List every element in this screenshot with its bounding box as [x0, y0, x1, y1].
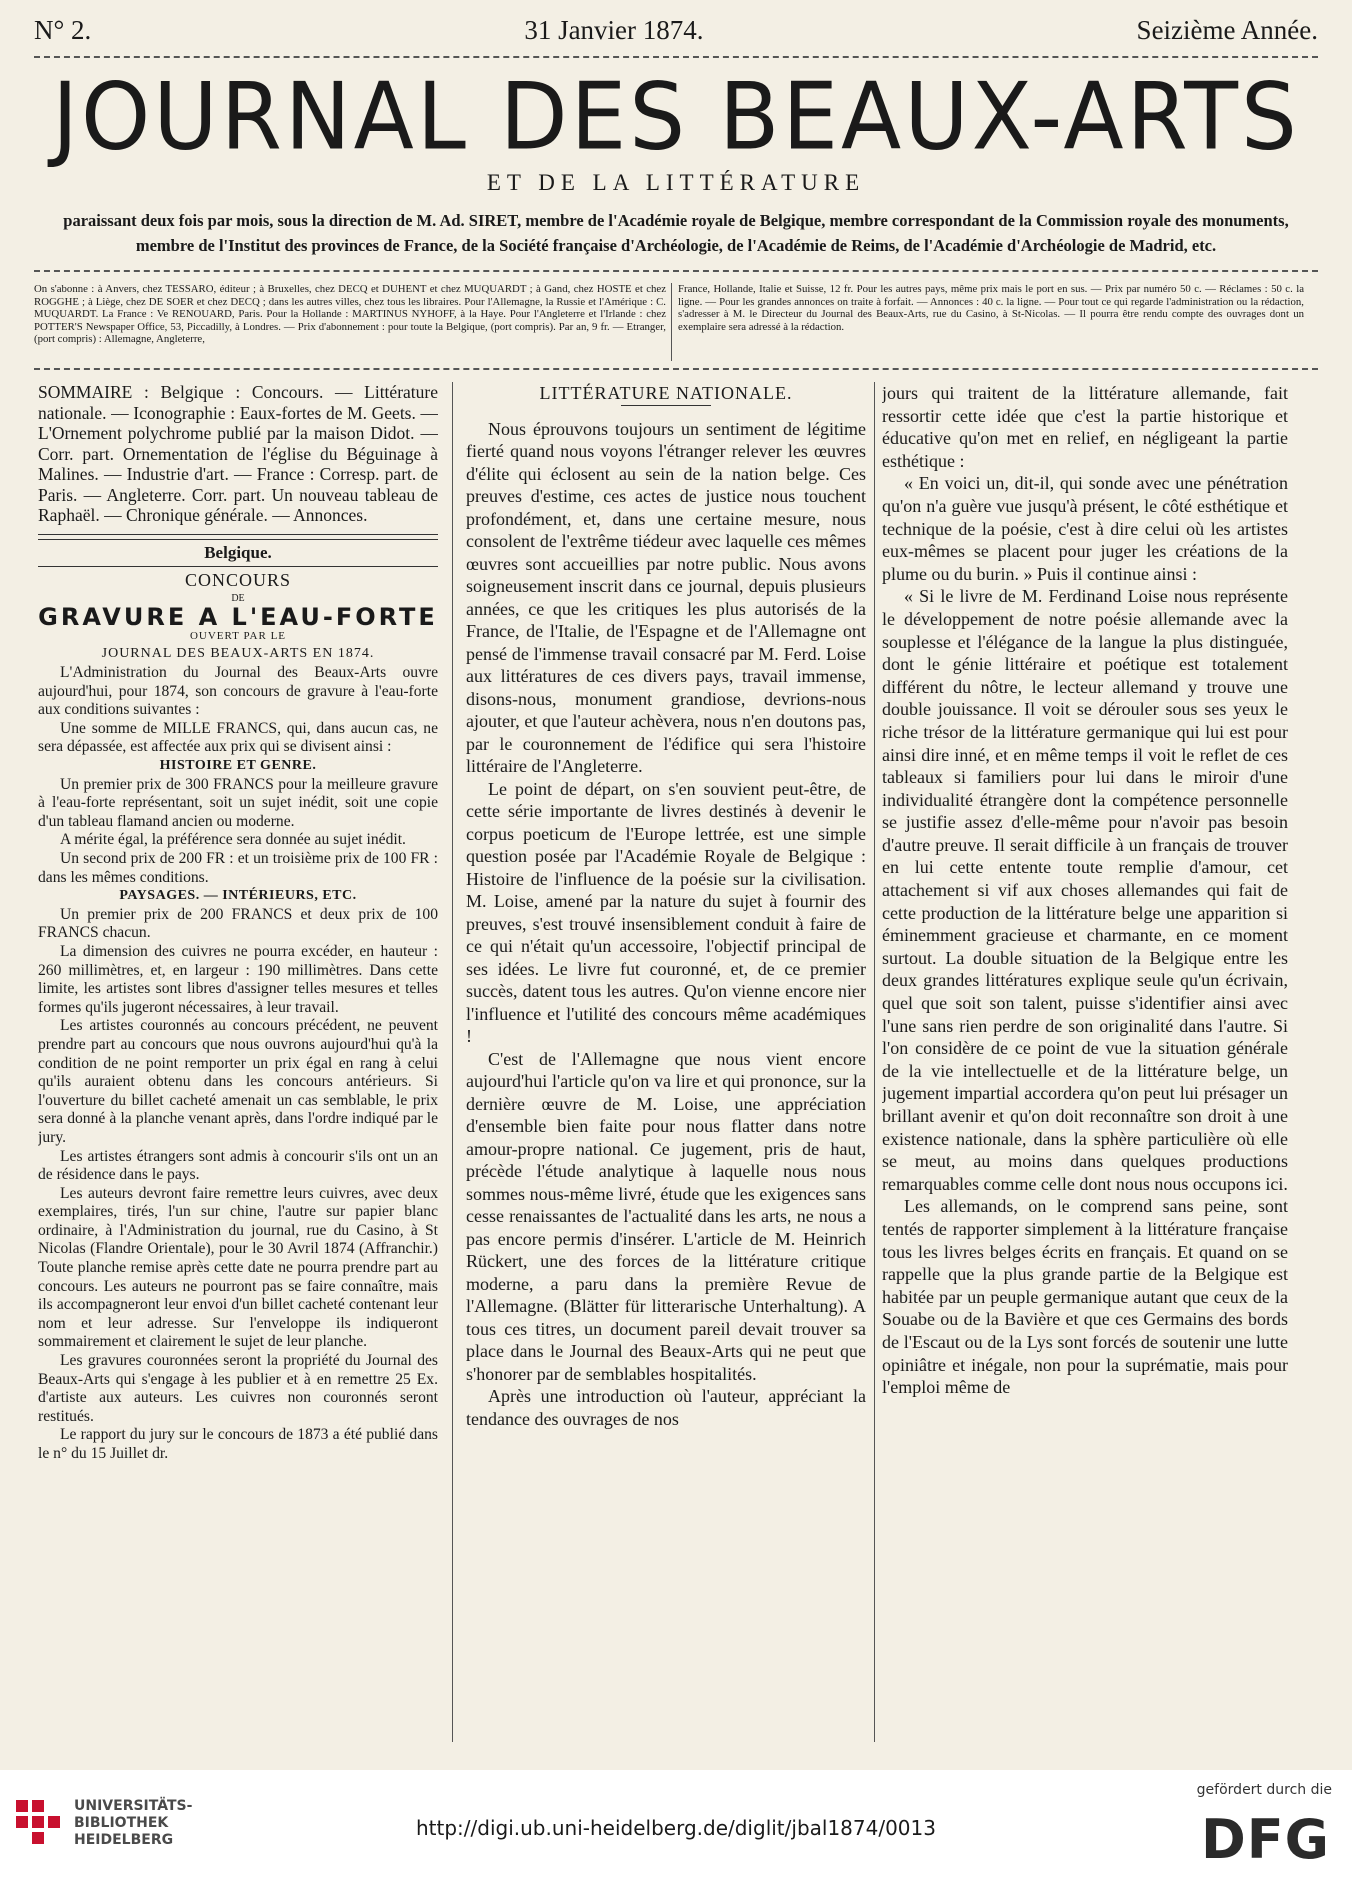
issue-line — [34, 10, 1318, 50]
concours-de: DE — [231, 592, 245, 604]
article-title: LITTÉRATURE NATIONALE. — [539, 383, 793, 403]
section-heading-belgique: Belgique. — [204, 542, 272, 562]
library-name-line: HEIDELBERG — [74, 1832, 174, 1848]
issue-number: N° 2. — [34, 14, 92, 45]
concours-title: CONCOURS — [184, 570, 292, 591]
library-name-line: BIBLIOTHEK — [74, 1815, 169, 1831]
subscription-info-left: On s'abonne : à Anvers, chez TESSARO, éditeur ; à Bruxelles, chez DECQ et DUHENT et chez MUQUARDT ; à Gand, chez HOSTE et chez ROGGHE ; à Liège, chez DE SOER et chez DECQ ; dans les autres villes, chez tous les libraires. Pour l'Allemagne, la Russie et l'Amérique : C. MUQUARDT. La France : Ve RENOUARD, Paris. Pour la Hollande : MARTINUS NYHOFF, à la Haye. Pour l'Angleterre et l'Irlande : chez POTTER'S Newspaper Office, 53, Piccadilly, à Londres. — Prix d'abonnement : pour toute la Belgique, (port compris). Par an, 9 fr. — Etranger, (port compris) : Allemagne, Angleterre, — [34, 283, 666, 346]
info-divider — [671, 283, 672, 361]
column-divider-2 — [874, 382, 875, 1742]
paragraph: L'Administration du Journal des Beaux-Arts ouvre aujourd'hui, pour 1874, son concours de gravure à l'eau-forte aux conditions suivantes : — [38, 664, 438, 719]
paragraph: « En voici un, dit-il, qui sonde avec une pénétration qu'on n'a guère vue jusqu'à présent, le côté esthétique et technique de la poésie, c'est à dire celui où les artistes eux-mêmes se placent pour juger les créations de la plume ou du burin. » Puis il continue ainsi : — [882, 473, 1288, 584]
footer-bar — [0, 1770, 1352, 1880]
paragraph: Un premier prix de 200 FRANCS et deux prix de 100 FRANCS chacun. — [38, 905, 438, 942]
paragraph: « Si le livre de M. Ferdinand Loise nous représente le développement de notre poésie allemande avec la souplesse et l'élégance de la langue la plus distinguée, dont le génie littéraire et poétique est totalement différent du nôtre, le lecteur allemand y trouve une double jouissance. Il voit se dérouler sous ses yeux le riche trésor de la littérature germanique qui lui est pour ainsi dire inné, et en même temps il voit le reflet de ces tableaux si familiers pour lui dans le miroir d'une individualité étrangère dont la compétence personnelle se justifie assez d'elle-même pour n'avoir pas besoin d'autre preuve. Il serait difficile à un français de trouver en lui cette entente toute remplie d'amour, cet attachement si vif aux choses allemandes qui fait de cette production de la littérature belge une apparition si éminemment gracieuse et charmante, en ce moment surtout. La double situation de la Belgique entre les deux grandes littératures explique seule qu'un écrivain, quel que soit son talent, puisse s'identifier ainsi avec l'une sans rien perdre de son originalité dans l'autre. Si l'on considère de ce point de vue la situation générale de la vie intellectuelle et de la littérature belge, un jugement impartial accordera qu'on peut lui présager un brillant avenir et qu'on doit reconnaître son droit à une existence nationale, dans la sphère particulière où elle se meut, au moins dans quelques productions remarquables comme celle dont nous nous occupons ici. — [882, 586, 1288, 1194]
rule — [38, 534, 438, 535]
paragraph: Un second prix de 200 FR : et un troisième prix de 100 FR : dans les mêmes conditions. — [38, 850, 438, 886]
journal-subtitle: ET DE LA LITTÉRATURE — [486, 170, 866, 195]
source-url[interactable]: http://digi.ub.uni-heidelberg.de/diglit/jbal1874/0013 — [416, 1816, 936, 1840]
paragraph: Le rapport du jury sur le concours de 1873 a été publié dans le n° du 15 Juillet dr. — [38, 1426, 438, 1462]
paragraph: La dimension des cuivres ne pourra excéder, en hauteur : 260 millimètres, et, en largeur : 190 millimètres. Dans cette limite, les artistes sont libres d'assigner telles mesures et telles formes qu'ils jugeront nécessaires, à leur travail. — [38, 942, 438, 1016]
title-rule — [621, 405, 711, 406]
dashed-rule-mid — [34, 270, 1318, 272]
editorial-description: paraissant deux fois par mois, sous la direction de M. Ad. SIRET, membre de l'Académie royale de Belgique, membre correspondant de la Commission royale des monuments, membre de l'Institut des provinces de France, de la Société française d'Archéologie, de l'Académie de Reims, de l'Académie d'Archéologie de Madrid, etc. — [63, 211, 1289, 255]
paragraph: Une somme de MILLE FRANCS, qui, dans aucun cas, ne sera dépassée, est affectée aux prix qui se divisent ainsi : — [38, 719, 438, 756]
paragraph: Un premier prix de 300 FRANCS pour la meilleure gravure à l'eau-forte représentant, soit un sujet inédit, soit une copie d'un tableau flamand ancien ou moderne. — [38, 775, 438, 830]
dashed-rule-bottom — [34, 368, 1318, 370]
subheading-paysages: PAYSAGES. — INTÉRIEURS, ETC. — [119, 888, 357, 904]
dfg-logo: DFG — [1200, 1808, 1330, 1871]
paragraph: jours qui traitent de la littérature allemande, fait ressortir cette idée que c'est la partie historique et éducative qu'on met en relief, en négligeant la partie esthétique : — [882, 383, 1288, 471]
paragraph: Le point de départ, on s'en souvient peut-être, de cette série importante de livres destinés à devenir le corpus poeticum de l'Europe lettrée, est une simple question posée par l'Académie Royale de Belgique : Histoire de l'influence de la poésie sur la civilisation. M. Loise, amené par la nature du sujet à fournir des preuves, s'est trouvé insensiblement conduit à faire de ce qui n'était qu'un accessoire, l'objectif principal de ses idées. Le livre fut couronné, et, de ce premier succès, datent tous les autres. Qu'on vienne encore nier l'influence et l'utilité des concours même académiques ! — [466, 778, 866, 1046]
summary: SOMMAIRE : Belgique : Concours. — Littérature nationale. — Iconographie : Eaux-fortes de M. Geets. — L'Ornement polychrome publié par la maison Didot. — Corr. part. Ornementation de l'église du Béguinage à Malines. — Industrie d'art. — France : Corresp. part. de Paris. — Angleterre. Corr. part. Un nouveau tableau de Raphaël. — Chronique générale. — Annonces. — [38, 382, 438, 525]
rule — [38, 539, 438, 540]
concours-journal: JOURNAL DES BEAUX-ARTS EN 1874. — [101, 646, 375, 662]
column-right — [882, 382, 1288, 1742]
library-name-line: UNIVERSITÄTS- — [74, 1798, 193, 1814]
paragraph: Les gravures couronnées seront la propriété du Journal des Beaux-Arts qui s'engage à les publier et à en remettre 25 Ex. d'artiste aux auteurs. Les cuivres non couronnés seront restitués. — [38, 1352, 438, 1425]
column-left — [38, 382, 438, 1742]
subheading-histoire: HISTOIRE ET GENRE. — [159, 758, 317, 774]
concours-ouvert: OUVERT PAR LE — [189, 629, 287, 642]
issue-year: Seizième Année. — [1136, 14, 1318, 45]
paragraph: Les artistes couronnés au concours précédent, ne peuvent prendre part au concours que nous ouvrons aujourd'hui qu'à la condition de ne point remporter un prix égal en rang à celui qu'ils auraient obtenu dans les concours antérieurs. Si l'ouverture du billet cacheté amenait un cas semblable, le prix sera donné à la planche venant après, dans l'ordre indiqué par le jury. — [38, 1017, 438, 1146]
paragraph: A mérite égal, la préférence sera donnée au sujet inédit. — [60, 831, 406, 849]
concours-heading: GRAVURE A L'EAU-FORTE — [38, 603, 438, 632]
rule — [38, 566, 438, 567]
paragraph: Les allemands, on le comprend sans peine, sont tentés de rapporter simplement à la littérature française tous les livres belges écrits en français. Et quand on se rappelle que la plus grande partie de la Belgique est habitée par un peuple germanique autant que ceux de la Souabe ou de la Bavière et que ces Germains des bords de l'Escaut ou de la Lys sont forcés de soutenir une lutte opiniâtre et inégale, non pour la suprématie, mais pour l'emploi même de — [882, 1196, 1288, 1398]
paragraph: Après une introduction où l'auteur, appréciant la tendance des ouvrages de nos — [466, 1386, 866, 1429]
paragraph: C'est de l'Allemagne que nous vient encore aujourd'hui l'article qu'on va lire et qui prononce, sur la dernière œuvre de M. Loise, une appréciation d'ensemble bien faite pour nous flatter dans notre amour-propre national. Ce jugement, pris de haut, précède l'étude analytique à laquelle nous nous sommes nous-même livré, étude que les exigences sans cesse renaissantes de l'actualité dans les arts, ne nous a pas encore permis d'insérer. L'article de M. Heinrich Rückert, une des forces de la littérature critique moderne, a paru dans la première Revue de l'Allemagne. (Blätter für litterarische Unterhaltung). A tous ces titres, un document pareil devait trouver sa place dans le Journal des Beaux-Arts qui ne peut que s'honorer par de semblables hospitalités. — [466, 1048, 866, 1384]
column-divider-1 — [452, 382, 453, 1742]
paragraph: Nous éprouvons toujours un sentiment de légitime fierté quand nous voyons l'étranger relever les œuvres d'élite qui éclosent au sein de la nation belge. Ces preuves d'estime, ces actes de justice nous touchent profondément, et, dans une certaine mesure, nous consolent de l'extrême tiédeur avec laquelle ces mêmes œuvres sont accueillies par notre public. Nous avons soigneusement inscrit dans ce journal, depuis plusieurs années, ce que les critiques les plus autorisés de la France, de l'Italie, de l'Espagne et de l'Allemagne ont pensé de l'immense travail consacré par M. Ferd. Loise aux littératures de ces divers pays, travail immense, disons-nous, monument grandiose, devrions-nous ajouter, et que l'auteur achèvera, nous n'en doutons pas, par le couronnement de l'édifice qui sera l'histoire littéraire de l'Angleterre. — [466, 418, 866, 776]
paragraph: Les auteurs devront faire remettre leurs cuivres, avec deux exemplaires, tirés, l'un sur chine, l'autre sur papier blanc ordinaire, à l'Administration du journal, rue du Casino, à St Nicolas (Flandre Orientale), pour le 30 Avril 1874 (Affranchir.) Toute planche remise après cette date ne pourra prendre part au concours. Les auteurs ne pourront pas se faire connaître, mais ils accompagneront leur envoi d'un billet cacheté contenant leur nom et leur adresse. Sur l'enveloppe ils indiqueront sommairement et clairement le sujet de leur planche. — [38, 1184, 438, 1351]
subscription-info-right: France, Hollande, Italie et Suisse, 12 fr. Pour les autres pays, même prix mais le port en sus. — Prix par numéro 50 c. — Réclames : 50 c. la ligne. — Pour les grandes annonces on traite à forfait. — Annonces : 40 c. la ligne. — Pour tout ce qui regarde l'administration ou la rédaction, s'adresser à M. le Directeur du Journal des Beaux-Arts, rue du Casino, à St-Nicolas. — Il pourra être rendu compte des ouvrages dont un exemplaire sera adressé à la rédaction. — [678, 283, 1304, 333]
funded-by-label: gefördert durch die — [1196, 1782, 1332, 1798]
dashed-rule-top — [34, 56, 1318, 58]
column-middle — [466, 382, 866, 1742]
issue-date: 31 Janvier 1874. — [524, 14, 704, 45]
journal-title: JOURNAL DES BEAUX-ARTS — [52, 62, 1300, 171]
paragraph: Les artistes étrangers sont admis à concourir s'ils ont un an de résidence dans le pays. — [38, 1147, 438, 1184]
